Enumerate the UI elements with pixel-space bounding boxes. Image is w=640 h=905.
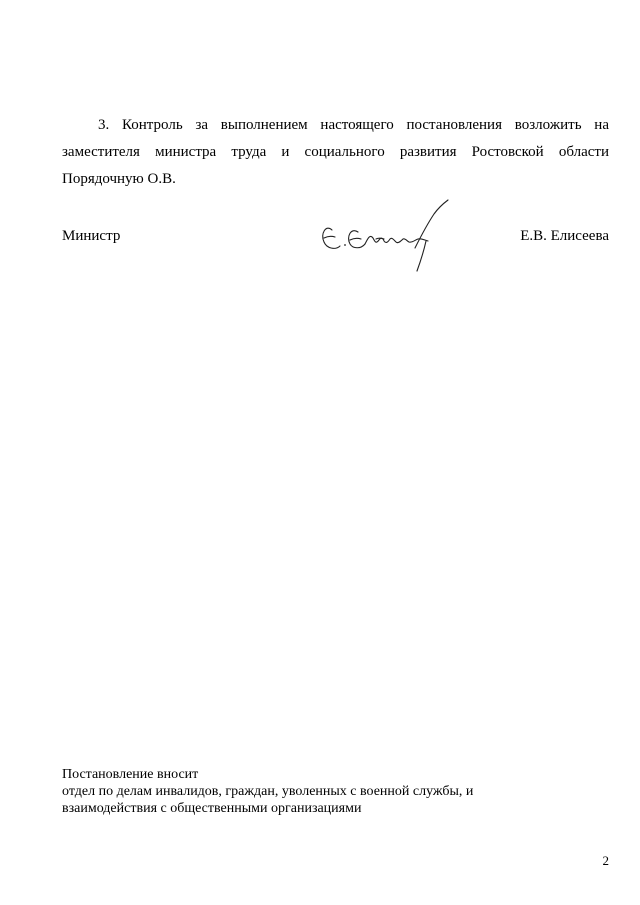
paragraph-3 bbox=[62, 112, 609, 193]
page-number: 2 bbox=[602, 853, 609, 868]
paragraph-3-line-3: Порядочную О.В. bbox=[62, 171, 176, 187]
signatory-title: Министр bbox=[62, 228, 121, 244]
footer-note-line-3: взаимодействия с общественными организациями bbox=[62, 801, 362, 816]
footer-note-line-1: Постановление вносит bbox=[62, 767, 199, 782]
paragraph-3-line-1: 3. Контроль за выполнением настоящего постановления возложить на bbox=[98, 117, 609, 133]
handwritten-signature bbox=[318, 194, 458, 274]
paragraph-3-line-2: заместителя министра труда и социального развития Ростовской области bbox=[62, 144, 609, 160]
footer-note bbox=[62, 766, 562, 817]
footer-note-line-2: отдел по делам инвалидов, граждан, уволенных с военной службы, и bbox=[62, 784, 474, 799]
signatory-name: Е.В. Елисеева bbox=[520, 228, 609, 244]
